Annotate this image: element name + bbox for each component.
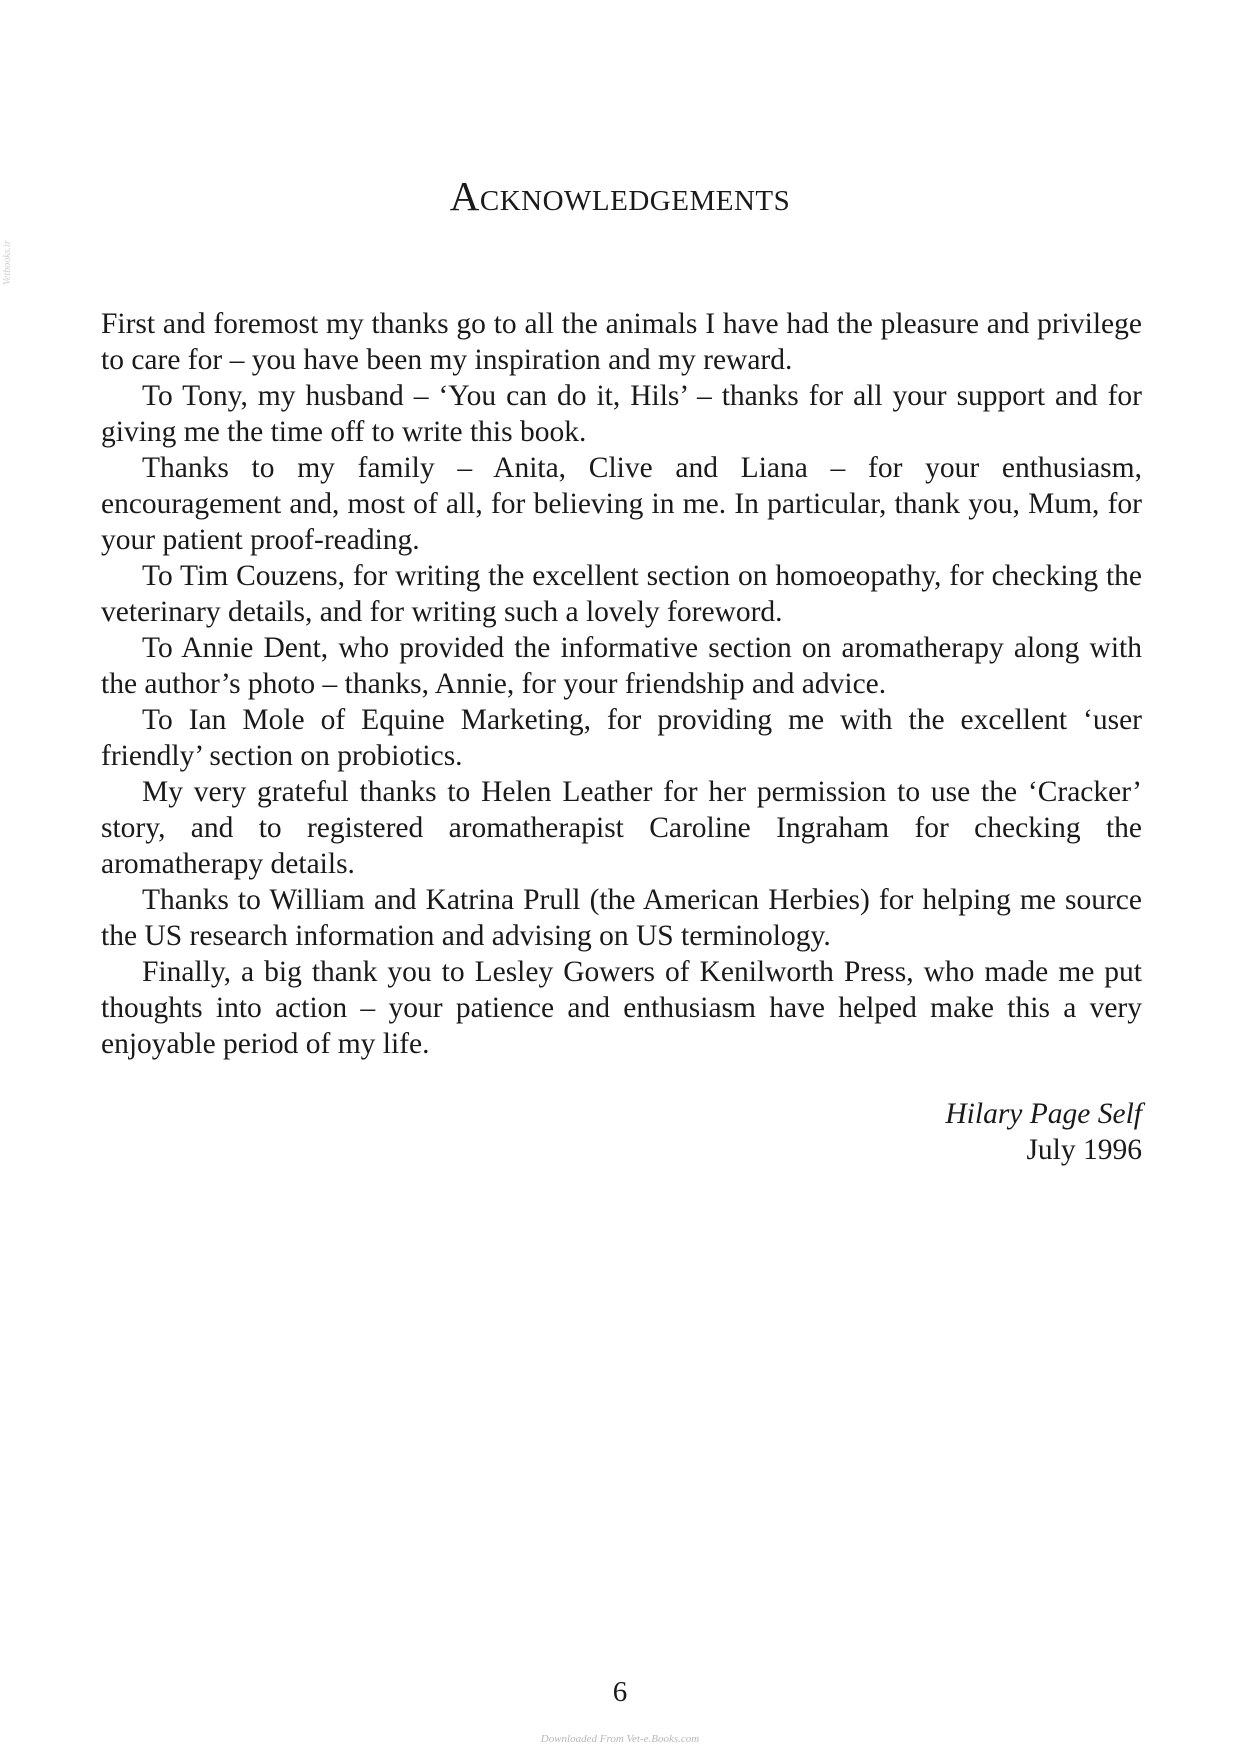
author-name: Hilary Page Self: [945, 1098, 1142, 1130]
paragraph: To Ian Mole of Equine Marketing, for providing me with the excellent ‘user friendly’ section on probiotics.: [101, 704, 1142, 772]
paragraph: First and foremost my thanks go to all the animals I have had the pleasure and privilege to care for – you have been my inspiration and my reward.: [101, 308, 1142, 376]
bottom-watermark: Downloaded From Vet-e.Books.com: [540, 1733, 700, 1745]
page-title: Acknowledgements: [449, 173, 791, 219]
acknowledgements-body: [101, 306, 1142, 1062]
paragraph: Thanks to my family – Anita, Clive and Liana – for your enthusiasm, encouragement and, most of all, for believing in me. In particular, thank you, Mum, for your patient proof-reading.: [101, 452, 1142, 556]
paragraph: To Tim Couzens, for writing the excellent section on homoeopathy, for checking the veterinary details, and for writing such a lovely foreword.: [101, 560, 1142, 628]
paragraph: Thanks to William and Katrina Prull (the American Herbies) for helping me source the US research information and advising on US terminology.: [101, 884, 1142, 952]
paragraph: Finally, a big thank you to Lesley Gowers of Kenilworth Press, who made me put thoughts into action – your patience and enthusiasm have helped make this a very enjoyable period of my life.: [101, 956, 1142, 1060]
paragraph: To Tony, my husband – ‘You can do it, Hils’ – thanks for all your support and for giving me the time off to write this book.: [101, 380, 1142, 448]
paragraph: My very grateful thanks to Helen Leather for her permission to use the ‘Cracker’ story, and to registered aromatherapist Caroline Ingraham for checking the aromatherapy details.: [101, 776, 1142, 880]
signature-block: [945, 1096, 1142, 1168]
paragraph: To Annie Dent, who provided the informative section on aromatherapy along with the author’s photo – thanks, Annie, for your friendship and advice.: [101, 632, 1142, 700]
side-watermark: Vetbooks.ir: [2, 240, 13, 285]
page-number: 6: [612, 1676, 628, 1708]
signature-date: July 1996: [1026, 1134, 1142, 1166]
